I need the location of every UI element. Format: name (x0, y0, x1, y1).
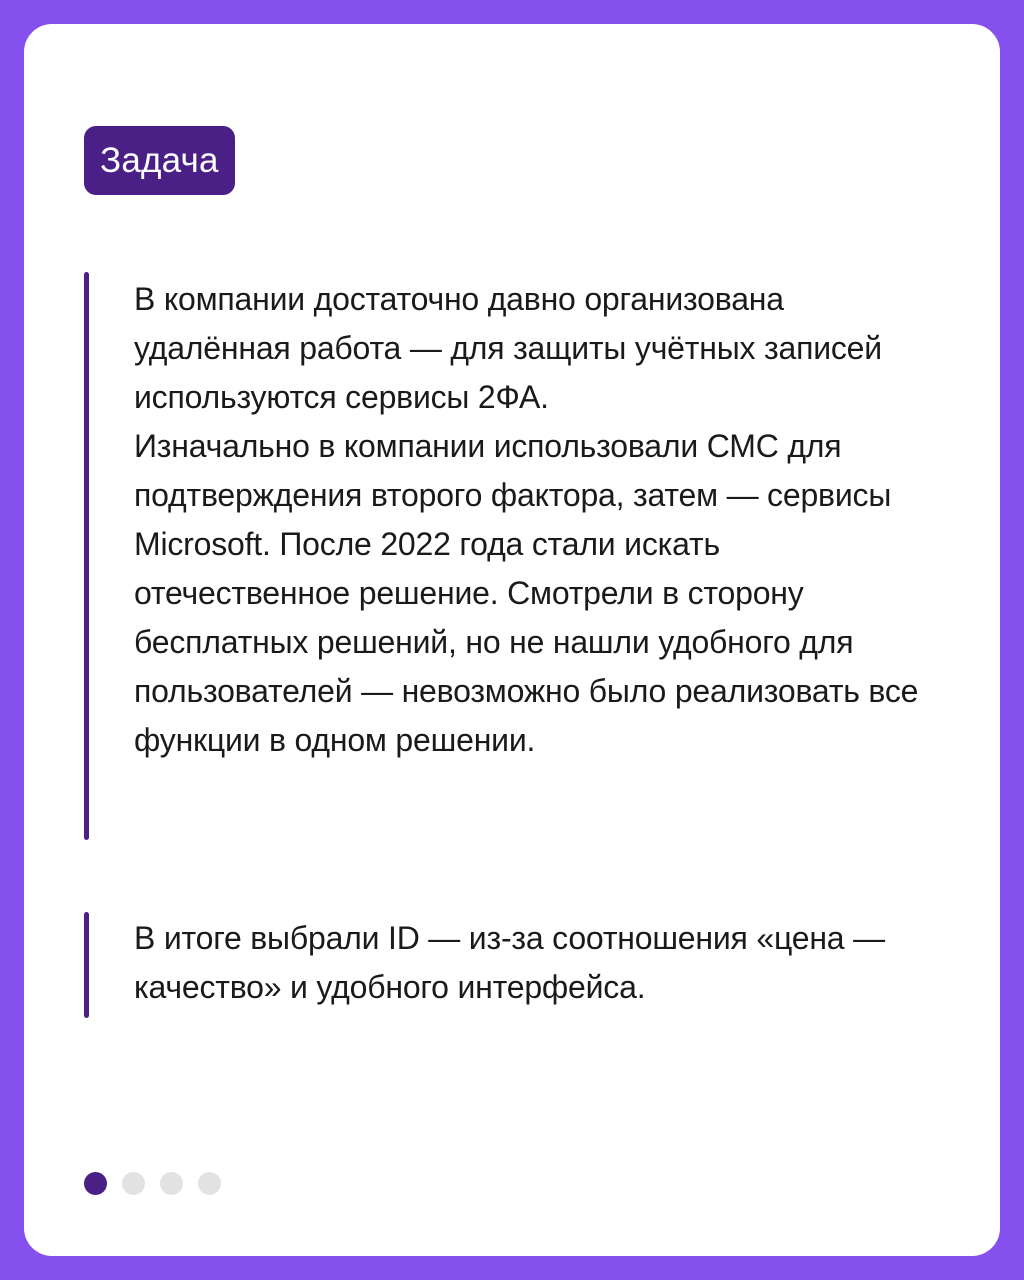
pagination-dot-2[interactable] (122, 1172, 145, 1195)
quote-block-result (84, 912, 934, 1018)
quote-content (134, 272, 934, 765)
pagination-dot-4[interactable] (198, 1172, 221, 1195)
quote-bar (84, 912, 89, 1018)
pagination-dot-3[interactable] (160, 1172, 183, 1195)
paragraph-result: В итоге выбрали ID — из-за соотношения «цена — качество» и удобного интерфейса. (134, 920, 885, 1005)
quote-block-main (84, 272, 934, 840)
pagination-dot-1[interactable] (84, 1172, 107, 1195)
quote-content (134, 912, 934, 1012)
paragraph-history: Изначально в компании использовали СМС для подтверждения второго фактора, затем — сервисы Microsoft. После 2022 года стали искать отечественное решение. Смотрели в сторону бесплатных решений, но не нашли удобного для пользователей — невозможно было реализовать все функции в одном решении. (134, 428, 919, 758)
quote-bar (84, 272, 89, 840)
content-card (24, 24, 1000, 1256)
paragraph-remote-work: В компании достаточно давно организована удалённая работа — для защиты учётных записей используются сервисы 2ФА. (134, 281, 882, 415)
pagination-dots (84, 1172, 221, 1195)
section-tag-label: Задача (100, 140, 219, 180)
section-tag (84, 126, 235, 195)
